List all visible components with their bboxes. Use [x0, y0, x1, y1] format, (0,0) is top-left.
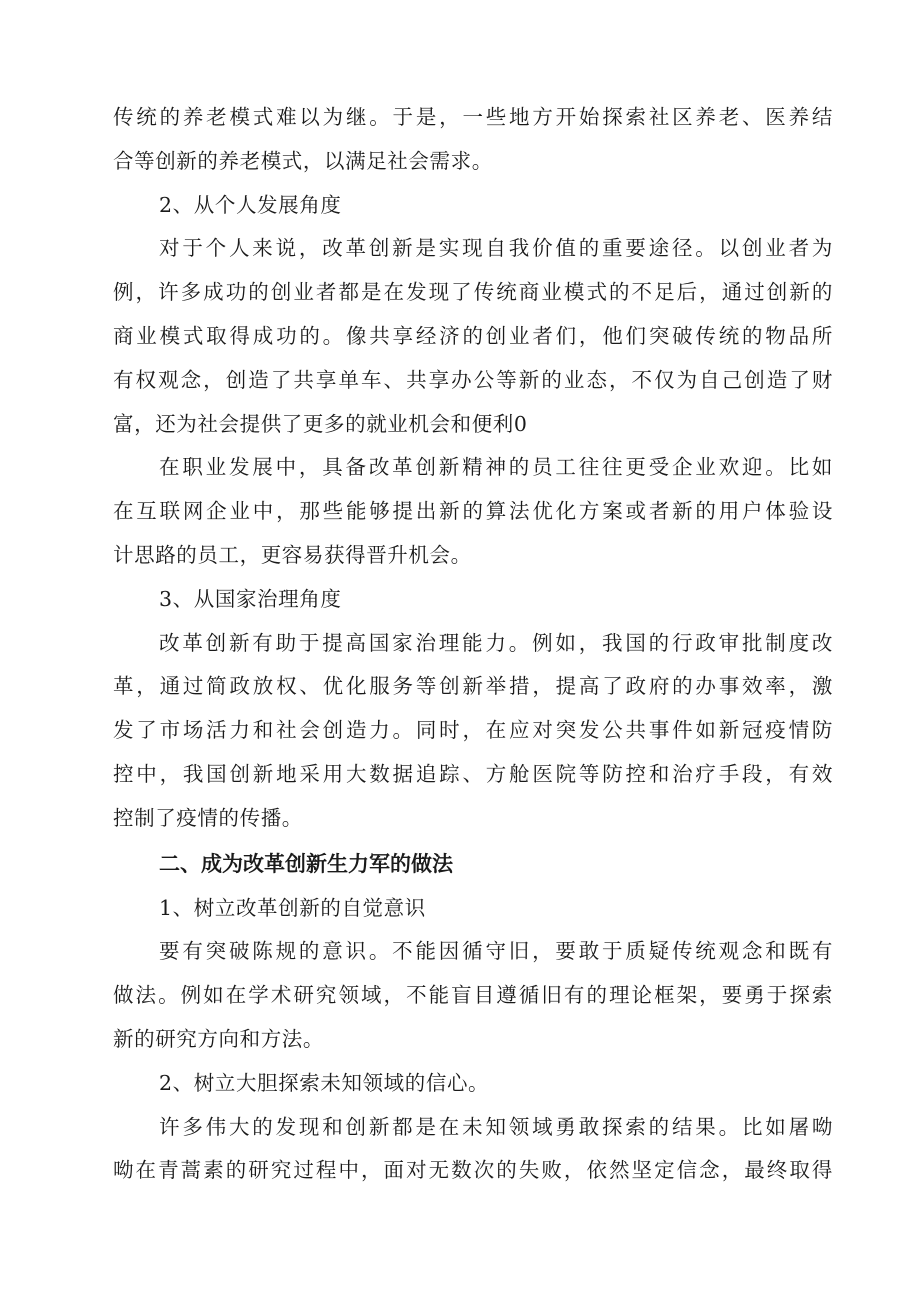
text-line: 新的研究方向和方法。 [113, 1026, 324, 1051]
text-line: 富，还为社会提供了更多的就业机会和便利0 [113, 411, 528, 436]
text-line: 要有突破陈规的意识。不能因循守旧，要敢于质疑传统观念和既有 [159, 939, 833, 964]
text-line: 有权观念，创造了共享单车、共享办公等新的业态，不仅为自己创造了财 [113, 367, 833, 392]
text-line: 3、从国家治理角度 [159, 586, 342, 611]
text-line: 1、树立改革创新的自觉意识 [159, 895, 426, 920]
text-line: 在互联网企业中，那些能够提出新的算法优化方案或者新的用户体验设 [113, 499, 833, 524]
text-line: 控制了疫情的传播。 [113, 805, 303, 830]
text-line: 在职业发展中，具备改革创新精神的员工往往更受企业欢迎。比如 [159, 455, 833, 480]
text-line: 改革创新有助于提高国家治理能力。例如，我国的行政审批制度改 [159, 630, 833, 655]
section-heading: 二、成为改革创新生力军的做法 [159, 851, 453, 876]
text-line: 做法。例如在学术研究领域，不能盲目遵循旧有的理论框架，要勇于探索 [113, 983, 833, 1008]
text-line: 传统的养老模式难以为继。于是，一些地方开始探索社区养老、医养结 [113, 105, 833, 129]
text-line: 许多伟大的发现和创新都是在未知领域勇敢探索的结果。比如屠呦 [159, 1114, 833, 1139]
text-line: 2、从个人发展角度 [159, 192, 342, 217]
text-line: 商业模式取得成功的。像共享经济的创业者们，他们突破传统的物品所 [113, 323, 833, 348]
text-line: 计思路的员工，更容易获得晋升机会。 [113, 542, 472, 567]
text-line: 对于个人来说，改革创新是实现自我价值的重要途径。以创业者为 [159, 236, 833, 261]
text-line: 合等创新的养老模式，以满足社会需求。 [113, 148, 493, 173]
text-line: 例，许多成功的创业者都是在发现了传统商业模式的不足后，通过创新的 [113, 280, 833, 305]
text-line: 革，通过简政放权、优化服务等创新举措，提高了政府的办事效率，激 [113, 674, 833, 699]
text-line: 2、树立大胆探索未知领域的信心。 [159, 1070, 490, 1095]
text-line: 控中，我国创新地采用大数据追踪、方舱医院等防控和治疗手段，有效 [113, 761, 833, 786]
text-line: 发了市场活力和社会创造力。同时，在应对突发公共事件如新冠疫情防 [113, 718, 833, 743]
text-line: 呦在青蒿素的研究过程中，面对无数次的失败，依然坚定信念，最终取得 [113, 1158, 833, 1183]
document-page [113, 96, 833, 1193]
